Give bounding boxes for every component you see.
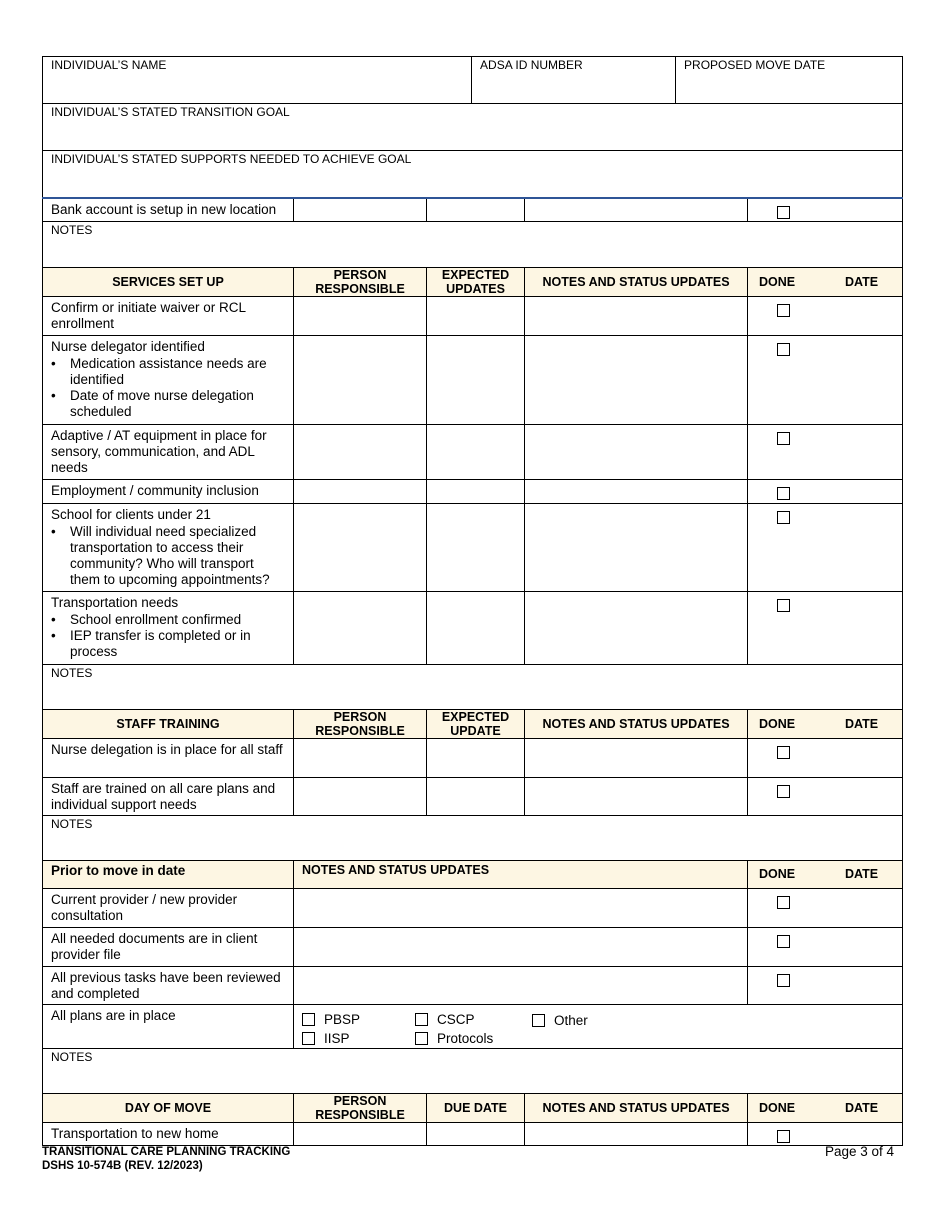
cscp-checkbox[interactable] bbox=[415, 1013, 428, 1026]
expected-cell[interactable] bbox=[427, 424, 525, 479]
staff-task: Nurse delegation is in place for all staff bbox=[43, 738, 294, 777]
prior-header: Prior to move in date bbox=[43, 860, 294, 888]
person-cell[interactable] bbox=[294, 591, 427, 664]
done-cell bbox=[748, 335, 903, 424]
done-checkbox[interactable] bbox=[777, 785, 790, 798]
done-checkbox[interactable] bbox=[777, 432, 790, 445]
notes-cell[interactable] bbox=[525, 1122, 748, 1145]
other-checkbox[interactable] bbox=[532, 1014, 545, 1027]
notes-cell[interactable] bbox=[525, 479, 748, 503]
bullet-item: • School enrollment confirmed bbox=[70, 612, 285, 628]
person-cell[interactable] bbox=[294, 777, 427, 815]
done-cell bbox=[748, 888, 903, 927]
person-cell[interactable] bbox=[294, 479, 427, 503]
done-date-header: DONE DATE bbox=[748, 860, 903, 888]
done-cell bbox=[748, 296, 903, 335]
service-task: Employment / community inclusion bbox=[43, 479, 294, 503]
notes-header: NOTES AND STATUS UPDATES bbox=[525, 267, 748, 296]
protocols-checkbox[interactable] bbox=[415, 1032, 428, 1045]
staff-task: Staff are trained on all care plans and individual support needs bbox=[43, 777, 294, 815]
notes-cell[interactable] bbox=[525, 296, 748, 335]
person-cell[interactable] bbox=[294, 296, 427, 335]
plan-option-cscp[interactable]: CSCP bbox=[415, 1011, 532, 1029]
prior-notes-field[interactable]: NOTES bbox=[43, 1048, 903, 1093]
done-checkbox[interactable] bbox=[777, 896, 790, 909]
expected-cell[interactable] bbox=[427, 777, 525, 815]
done-date-header: DONE DATE bbox=[748, 1093, 903, 1122]
notes-cell[interactable] bbox=[294, 888, 748, 927]
expected-cell[interactable] bbox=[427, 335, 525, 424]
notes-cell[interactable] bbox=[294, 966, 748, 1004]
notes-cell[interactable] bbox=[525, 777, 748, 815]
done-checkbox[interactable] bbox=[777, 511, 790, 524]
person-header: PERSON RESPONSIBLE bbox=[294, 709, 427, 738]
done-checkbox[interactable] bbox=[777, 599, 790, 612]
bank-notes-field[interactable]: NOTES bbox=[43, 221, 903, 267]
done-checkbox[interactable] bbox=[777, 746, 790, 759]
done-checkbox[interactable] bbox=[777, 206, 790, 219]
bullet-item: • Date of move nurse delegation scheduled bbox=[70, 388, 285, 420]
day-of-move-task: Transportation to new home bbox=[43, 1122, 294, 1145]
done-cell bbox=[748, 927, 903, 966]
person-cell[interactable] bbox=[294, 503, 427, 591]
bullet-item: • Medication assistance needs are identified bbox=[70, 356, 285, 388]
person-cell[interactable] bbox=[294, 424, 427, 479]
bullet-item: • Will individual need specialized transportation to access their community? Who will transport them to upcoming appointments? bbox=[70, 524, 285, 588]
bank-task-cell: Bank account is setup in new location bbox=[43, 198, 294, 221]
done-checkbox[interactable] bbox=[777, 974, 790, 987]
plan-option-pbsp[interactable]: PBSP bbox=[302, 1011, 415, 1029]
done-checkbox[interactable] bbox=[777, 1130, 790, 1143]
done-checkbox[interactable] bbox=[777, 487, 790, 500]
prior-task: All previous tasks have been reviewed and completed bbox=[43, 966, 294, 1004]
expected-cell[interactable] bbox=[427, 198, 525, 221]
plan-option-protocols[interactable]: Protocols bbox=[415, 1031, 532, 1047]
transition-goal-field[interactable]: INDIVIDUAL’S STATED TRANSITION GOAL bbox=[43, 104, 903, 151]
adsa-id-field[interactable]: ADSA ID NUMBER bbox=[472, 57, 676, 104]
due-date-header: DUE DATE bbox=[427, 1093, 525, 1122]
person-cell[interactable] bbox=[294, 198, 427, 221]
service-task: Transportation needs • School enrollment confirmed • IEP transfer is completed or in process bbox=[43, 591, 294, 664]
done-cell bbox=[748, 966, 903, 1004]
due-date-cell[interactable] bbox=[427, 1122, 525, 1145]
expected-cell[interactable] bbox=[427, 296, 525, 335]
footer-form-title: TRANSITIONAL CARE PLANNING TRACKING bbox=[42, 1146, 291, 1158]
day-of-move-header: DAY OF MOVE bbox=[43, 1093, 294, 1122]
service-task: School for clients under 21 • Will individual need specialized transportation to access their community? Who will transport them to upcoming appointments? bbox=[43, 503, 294, 591]
notes-cell[interactable] bbox=[525, 424, 748, 479]
tracking-form bbox=[42, 56, 903, 1146]
expected-header: EXPECTED UPDATE bbox=[427, 709, 525, 738]
pbsp-checkbox[interactable] bbox=[302, 1013, 315, 1026]
person-cell[interactable] bbox=[294, 1122, 427, 1145]
proposed-move-date-field[interactable]: PROPOSED MOVE DATE bbox=[676, 57, 903, 104]
notes-cell[interactable] bbox=[294, 927, 748, 966]
footer-form-number: DSHS 10-574B (REV. 12/2023) bbox=[42, 1160, 203, 1172]
prior-task: All needed documents are in client provider file bbox=[43, 927, 294, 966]
staff-header: STAFF TRAINING bbox=[43, 709, 294, 738]
notes-cell[interactable] bbox=[525, 335, 748, 424]
page-number: Page 3 of 4 bbox=[824, 1144, 894, 1159]
supports-needed-field[interactable]: INDIVIDUAL’S STATED SUPPORTS NEEDED TO ACHIEVE GOAL bbox=[43, 151, 903, 199]
done-cell bbox=[748, 1122, 903, 1145]
notes-cell[interactable] bbox=[525, 591, 748, 664]
services-header: SERVICES SET UP bbox=[43, 267, 294, 296]
service-task: Adaptive / AT equipment in place for sensory, communication, and ADL needs bbox=[43, 424, 294, 479]
notes-header: NOTES AND STATUS UPDATES bbox=[525, 709, 748, 738]
expected-cell[interactable] bbox=[427, 479, 525, 503]
plans-options-cell bbox=[294, 1004, 903, 1048]
notes-cell[interactable] bbox=[525, 198, 748, 221]
staff-notes-field[interactable]: NOTES bbox=[43, 815, 903, 860]
expected-cell[interactable] bbox=[427, 591, 525, 664]
expected-cell[interactable] bbox=[427, 503, 525, 591]
notes-cell[interactable] bbox=[525, 503, 748, 591]
services-notes-field[interactable]: NOTES bbox=[43, 664, 903, 709]
done-date-header: DONE DATE bbox=[748, 267, 903, 296]
person-cell[interactable] bbox=[294, 738, 427, 777]
individual-name-field[interactable]: INDIVIDUAL’S NAME bbox=[43, 57, 472, 104]
person-header: PERSON RESPONSIBLE bbox=[294, 267, 427, 296]
done-cell bbox=[748, 591, 903, 664]
service-task: Confirm or initiate waiver or RCL enrollment bbox=[43, 296, 294, 335]
done-cell bbox=[748, 479, 903, 503]
plans-task: All plans are in place bbox=[43, 1004, 294, 1048]
prior-notes-header: NOTES AND STATUS UPDATES bbox=[294, 860, 748, 888]
done-cell bbox=[748, 503, 903, 591]
done-cell bbox=[748, 777, 903, 815]
notes-header: NOTES AND STATUS UPDATES bbox=[525, 1093, 748, 1122]
person-header: PERSON RESPONSIBLE bbox=[294, 1093, 427, 1122]
service-task: Nurse delegator identified • Medication assistance needs are identified • Date of move nurse delegation scheduled bbox=[43, 335, 294, 424]
done-date-header: DONE DATE bbox=[748, 709, 903, 738]
done-cell bbox=[748, 424, 903, 479]
done-checkbox[interactable] bbox=[777, 343, 790, 356]
expected-header: EXPECTED UPDATES bbox=[427, 267, 525, 296]
person-cell[interactable] bbox=[294, 335, 427, 424]
plan-option-iisp[interactable]: IISP bbox=[302, 1031, 415, 1047]
done-checkbox[interactable] bbox=[777, 935, 790, 948]
done-cell bbox=[748, 738, 903, 777]
plan-option-other[interactable]: Other bbox=[532, 1013, 894, 1029]
prior-task: Current provider / new provider consultation bbox=[43, 888, 294, 927]
notes-cell[interactable] bbox=[525, 738, 748, 777]
done-checkbox[interactable] bbox=[777, 304, 790, 317]
done-cell bbox=[748, 198, 903, 221]
iisp-checkbox[interactable] bbox=[302, 1032, 315, 1045]
expected-cell[interactable] bbox=[427, 738, 525, 777]
bullet-item: • IEP transfer is completed or in process bbox=[70, 628, 285, 660]
